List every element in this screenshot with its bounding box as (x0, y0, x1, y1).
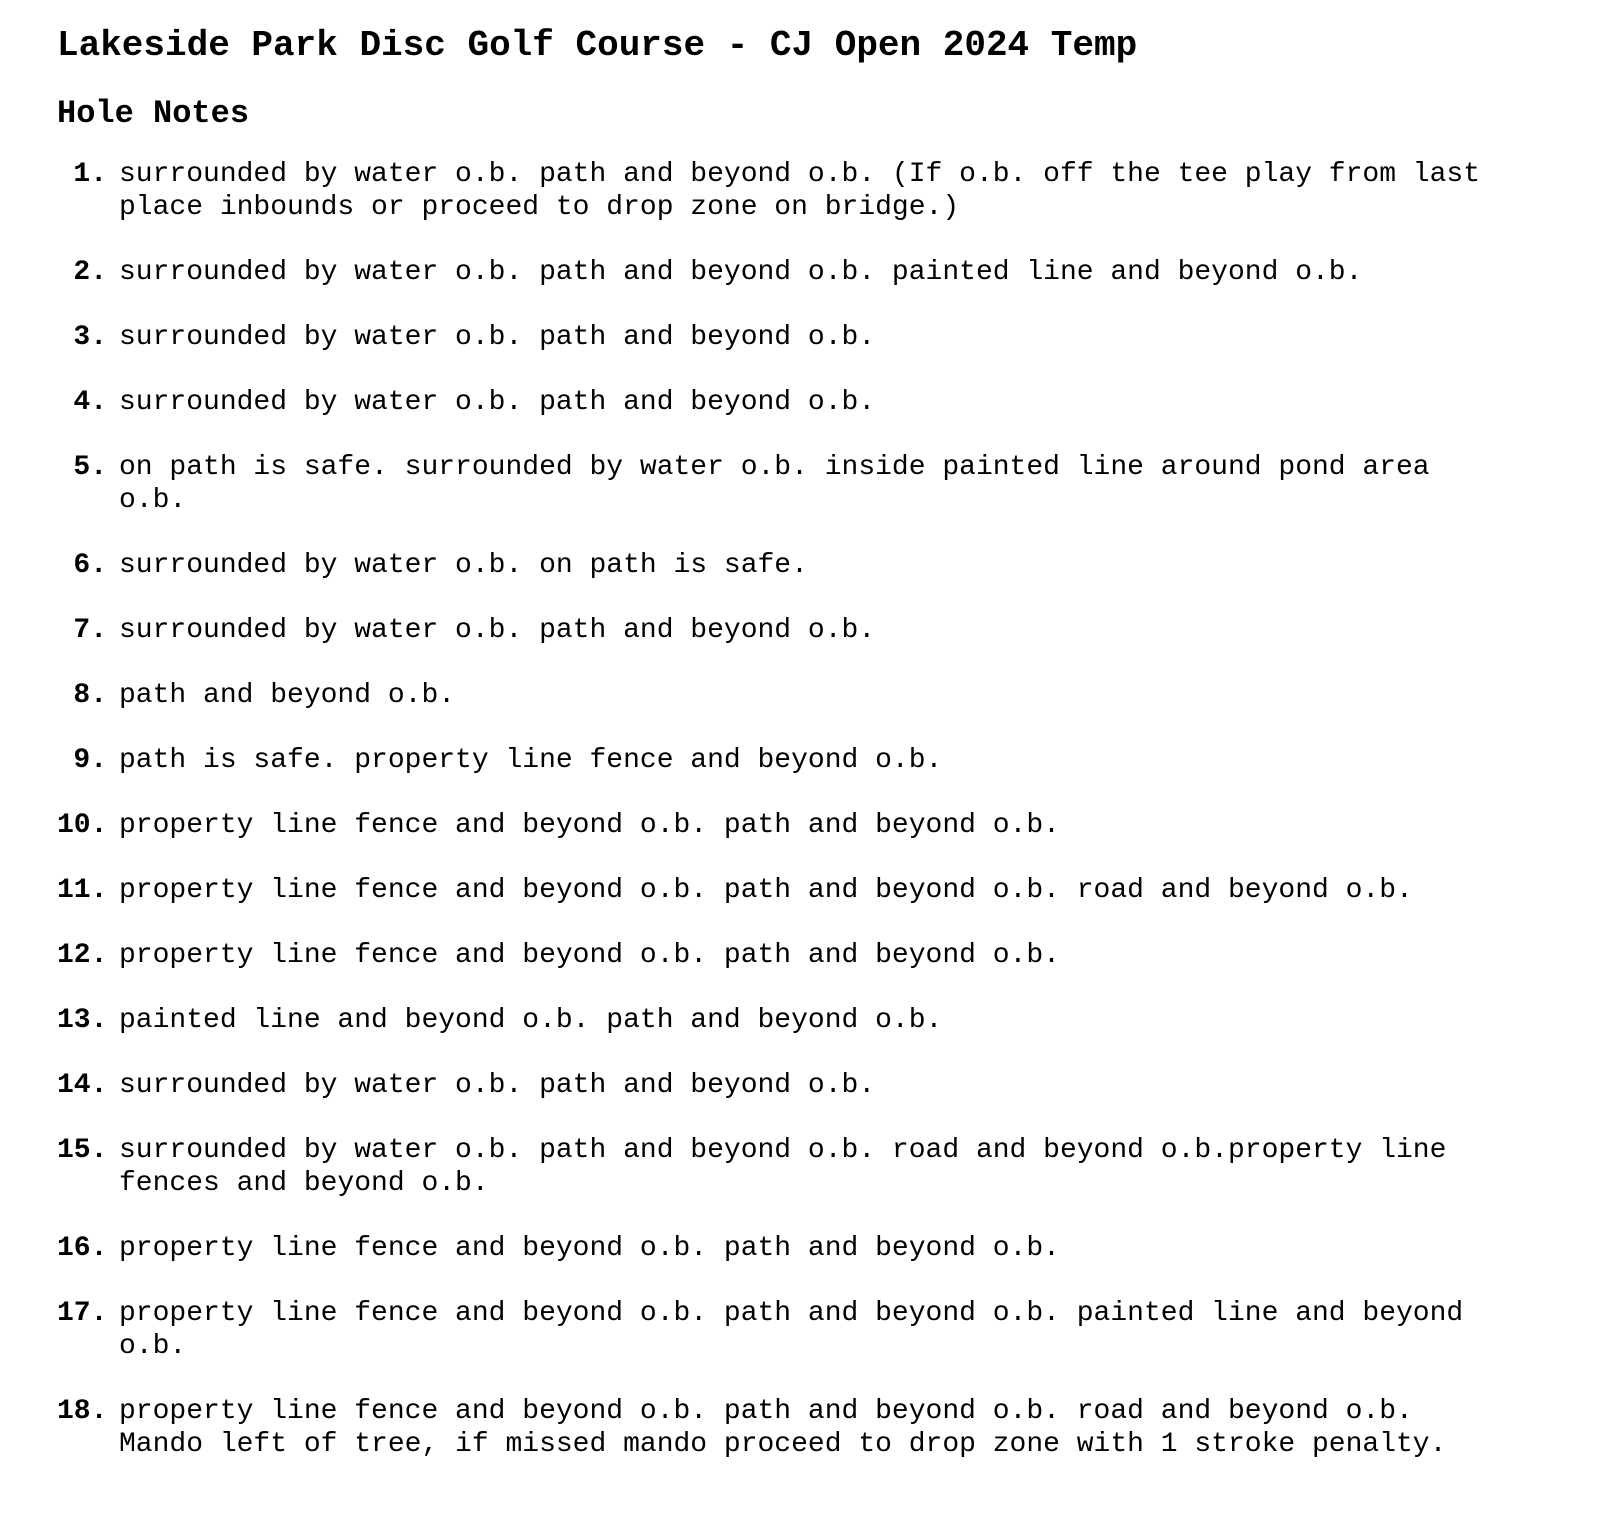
hole-note-text: surrounded by water o.b. path and beyond o.b. painted line and beyond o.b. (119, 257, 1363, 288)
hole-note-text: painted line and beyond o.b. path and beyond o.b. (119, 1005, 943, 1036)
hole-note-text: property line fence and beyond o.b. path and beyond o.b. (119, 940, 1060, 971)
hole-number: 1. (73, 159, 107, 190)
hole-note-item (57, 809, 1520, 842)
hole-note-item (57, 1004, 1520, 1037)
hole-number: 7. (73, 615, 107, 646)
hole-note-text: property line fence and beyond o.b. path and beyond o.b. road and beyond o.b. Mando left of tree, if missed mando proceed to drop zone with 1 stroke penalty. (119, 1396, 1447, 1460)
hole-note-text: surrounded by water o.b. path and beyond o.b. (119, 322, 876, 353)
hole-note-item (57, 679, 1520, 712)
hole-number: 9. (73, 745, 107, 776)
hole-note-text: property line fence and beyond o.b. path and beyond o.b. (119, 1233, 1060, 1264)
hole-note-item (57, 614, 1520, 647)
hole-note-text: path is safe. property line fence and beyond o.b. (119, 745, 943, 776)
hole-note-item (57, 874, 1520, 907)
hole-note-item (57, 1134, 1520, 1200)
hole-number: 14. (57, 1070, 108, 1101)
hole-note-item (57, 1395, 1520, 1461)
hole-note-item (57, 1069, 1520, 1102)
hole-number: 5. (73, 452, 107, 483)
hole-note-item (57, 451, 1520, 517)
hole-number: 15. (57, 1135, 108, 1166)
hole-note-item (57, 321, 1520, 354)
hole-note-text: path and beyond o.b. (119, 680, 456, 711)
hole-note-text: surrounded by water o.b. path and beyond o.b. (119, 1070, 876, 1101)
hole-note-item (57, 386, 1520, 419)
hole-note-item (57, 939, 1520, 972)
hole-note-text: property line fence and beyond o.b. path and beyond o.b. road and beyond o.b. (119, 875, 1413, 906)
hole-note-item (57, 256, 1520, 289)
hole-number: 12. (57, 940, 108, 971)
hole-note-item (57, 1232, 1520, 1265)
hole-note-item (57, 549, 1520, 582)
hole-number: 10. (57, 810, 108, 841)
hole-note-item (57, 1297, 1520, 1363)
hole-number: 16. (57, 1233, 108, 1264)
hole-number: 17. (57, 1298, 108, 1329)
hole-number: 11. (57, 875, 108, 906)
hole-note-text: surrounded by water o.b. path and beyond o.b. (119, 387, 876, 418)
hole-number: 6. (73, 550, 107, 581)
hole-number: 8. (73, 680, 107, 711)
hole-note-item (57, 158, 1520, 224)
hole-note-text: on path is safe. surrounded by water o.b. inside painted line around pond area o.b. (119, 452, 1430, 516)
hole-number: 2. (73, 257, 107, 288)
hole-note-text: surrounded by water o.b. path and beyond o.b. road and beyond o.b.property line fences and beyond o.b. (119, 1135, 1447, 1199)
hole-note-text: surrounded by water o.b. path and beyond o.b. (If o.b. off the tee play from last place inbounds or proceed to drop zone on bridge.) (119, 159, 1481, 223)
hole-number: 18. (57, 1396, 108, 1427)
hole-note-text: surrounded by water o.b. on path is safe. (119, 550, 808, 581)
section-heading: Hole Notes (57, 95, 250, 132)
hole-note-item (57, 744, 1520, 777)
hole-number: 4. (73, 387, 107, 418)
hole-note-text: property line fence and beyond o.b. path and beyond o.b. painted line and beyond o.b. (119, 1298, 1464, 1362)
hole-note-text: property line fence and beyond o.b. path and beyond o.b. (119, 810, 1060, 841)
hole-note-text: surrounded by water o.b. path and beyond o.b. (119, 615, 876, 646)
hole-notes-list (57, 158, 1520, 1461)
hole-number: 13. (57, 1005, 108, 1036)
hole-number: 3. (73, 322, 107, 353)
page-title: Lakeside Park Disc Golf Course - CJ Open 2024 Temp (57, 25, 1138, 66)
